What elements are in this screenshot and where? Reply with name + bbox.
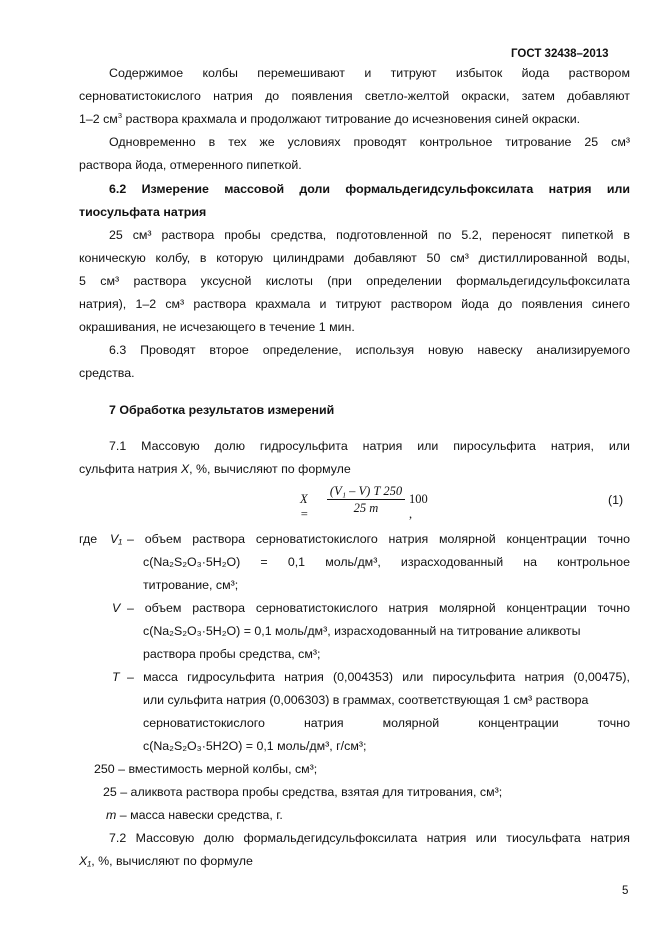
word: – — [127, 601, 134, 615]
word: перемешивают — [257, 66, 345, 80]
word: новую — [427, 343, 464, 357]
word: или — [417, 439, 439, 453]
paragraph-1-line-3 — [79, 111, 580, 127]
text-run: – масса навески средства, г. — [116, 808, 283, 822]
word: раствора — [192, 601, 246, 615]
word: (0,00475), — [573, 670, 630, 684]
variable-x1: X₁ — [79, 854, 92, 868]
word: 50 — [426, 251, 441, 265]
word: концентрации — [478, 716, 559, 730]
word: моль/дм³, — [325, 555, 381, 569]
word: по — [437, 228, 452, 242]
word: точно — [597, 532, 630, 546]
word: израсходованный — [400, 555, 504, 569]
word: натрия — [303, 716, 344, 730]
definition-t-line-4: c(Na₂S₂O₃·5H2O) = 0,1 моль/дм³, г/см³; — [143, 739, 367, 753]
word: Массовую — [135, 831, 195, 845]
word: добавляют — [567, 89, 630, 103]
word: серноватистокислого — [79, 89, 201, 103]
word: титруют — [335, 297, 382, 311]
paragraph-3-line-4 — [79, 296, 630, 312]
word: колбы — [202, 66, 238, 80]
definition-m — [106, 807, 283, 823]
word: натрия — [426, 831, 467, 845]
word: синего — [591, 297, 630, 311]
word: 7.1 — [109, 439, 127, 453]
word: контрольное — [557, 555, 630, 569]
paragraph-3-line-2 — [79, 250, 630, 266]
word: до — [498, 297, 513, 311]
word: 1–2 — [135, 297, 157, 311]
word: используя — [355, 343, 415, 357]
where-label: где — [79, 532, 98, 546]
word: молярной — [439, 601, 496, 615]
word: натрия — [213, 89, 253, 103]
word: избыток — [455, 66, 503, 80]
word: до — [265, 89, 280, 103]
word: раствором — [390, 297, 453, 311]
word: цилиндрами — [272, 251, 345, 265]
word: воды, — [597, 251, 630, 265]
word: раствора — [192, 532, 246, 546]
word: см³ — [100, 274, 120, 288]
word: тиосульфата — [506, 831, 581, 845]
word: йода — [461, 297, 489, 311]
word: точно — [597, 601, 630, 615]
paragraph-3-line-1 — [109, 227, 630, 243]
word: Массовую — [141, 439, 200, 453]
word: пипеткой — [561, 228, 614, 242]
word: (0,004353) — [333, 670, 393, 684]
paragraph-5-line-2 — [79, 461, 351, 477]
word: подготовленной — [336, 228, 428, 242]
paragraph-4-line-1 — [109, 342, 630, 358]
word: появления — [521, 297, 583, 311]
formula-fraction — [327, 483, 405, 516]
paragraph-6-line-1 — [109, 830, 630, 846]
word: проводят — [353, 135, 407, 149]
section-6-2-heading-line-1 — [109, 181, 630, 197]
word: или — [402, 670, 424, 684]
definition-250: 250 – вместимость мерной колбы, см³; — [94, 762, 318, 776]
word: 0,1 — [287, 555, 306, 569]
word: анализируемого — [536, 343, 630, 357]
word: натрия — [362, 439, 403, 453]
word: натрия, — [550, 439, 594, 453]
word: раствора — [193, 297, 247, 311]
symbol-v: V — [112, 601, 121, 615]
word: раствором — [568, 66, 630, 80]
word: 7.2 — [109, 831, 127, 845]
symbol-m: m — [106, 808, 117, 822]
word: пробы — [224, 228, 261, 242]
word: Проводят — [140, 343, 196, 357]
word: добавляют — [354, 251, 417, 265]
word: серноватистокислого — [255, 532, 378, 546]
word: определение, — [262, 343, 342, 357]
word: уксусной — [200, 274, 252, 288]
word: на — [523, 555, 538, 569]
word: натрия — [284, 670, 324, 684]
word: Измерение — [141, 182, 209, 196]
word: и — [319, 297, 327, 311]
word: (при — [327, 274, 352, 288]
paragraph-1-line-1 — [109, 65, 630, 81]
word: натрия — [548, 182, 592, 196]
word: гидросульфита — [187, 670, 275, 684]
superscript: 3 — [117, 111, 123, 120]
word: серноватистокислого — [143, 716, 265, 730]
word: средства, — [270, 228, 327, 242]
definition-t-line-2: или сульфита натрия (0,006303) в граммах, соответствующая 1 см³ раствора — [143, 693, 589, 707]
word: концентрации — [506, 601, 587, 615]
word: или — [608, 439, 630, 453]
definition-t-line-1 — [127, 669, 630, 685]
word: определении — [366, 274, 442, 288]
word: 25 — [584, 135, 599, 149]
word: которую — [216, 251, 264, 265]
section-6-2-heading-line-2: тиосульфата натрия — [79, 205, 207, 219]
document-code: ГОСТ 32438–2013 — [511, 48, 609, 60]
word: же — [259, 135, 275, 149]
paragraph-5-line-1 — [109, 438, 630, 454]
word: Содержимое — [109, 66, 184, 80]
definition-v-line-2: c(Na₂S₂O₃·5H₂O) = 0,1 моль/дм³, израсходованный на титрование аликвоты — [143, 624, 581, 638]
word: окраски, — [461, 89, 510, 103]
definition-t-line-3 — [143, 715, 630, 731]
word: доли — [299, 182, 331, 196]
word: формальдегидсульфоксилата — [345, 182, 534, 196]
word: в — [623, 228, 630, 242]
word: натрия — [524, 670, 565, 684]
definition-v-line-1 — [127, 600, 630, 616]
word: объем — [144, 532, 182, 546]
word: и — [364, 66, 372, 80]
section-7-heading: 7 Обработка результатов измерений — [109, 403, 335, 417]
word: пиросульфита — [432, 670, 516, 684]
definition-v1-line-2 — [143, 554, 630, 570]
definition-v1-line-3: титрование, см³; — [143, 578, 239, 592]
word: Одновременно — [109, 135, 196, 149]
word: натрия — [590, 831, 630, 845]
word: дистиллированной — [478, 251, 588, 265]
word: в — [199, 251, 207, 265]
word: точно — [597, 716, 630, 730]
word: появления — [291, 89, 353, 103]
variable-x: X — [180, 462, 190, 476]
word: условиях — [287, 135, 341, 149]
symbol-t: T — [112, 670, 120, 684]
word: тех — [228, 135, 247, 149]
formula-denominator: 25 m — [353, 501, 379, 515]
formula-numerator: (V₁ – V) T 250 — [327, 483, 405, 500]
word: переносят — [491, 228, 552, 242]
word: масса — [143, 670, 178, 684]
word: серноватистокислого — [255, 601, 378, 615]
page-number: 5 — [622, 885, 629, 897]
word: c(Na₂S₂O₃·5H₂O) — [143, 555, 241, 569]
word: натрия — [388, 601, 429, 615]
word: молярной — [439, 532, 496, 546]
word: долю — [203, 831, 235, 845]
definition-25: 25 – аликвота раствора пробы средства, взятая для титрования, см³; — [103, 785, 503, 799]
word: формальдегидсульфоксилата — [243, 831, 418, 845]
paragraph-1-line-2 — [79, 88, 630, 104]
paragraph-4-line-2: средства. — [79, 366, 135, 380]
word: 25 — [109, 228, 123, 242]
word: = — [260, 555, 268, 569]
word: светло-желтой — [364, 89, 450, 103]
paragraph-3-line-3 — [79, 273, 630, 289]
word: затем — [521, 89, 555, 103]
word: титрование — [505, 135, 572, 149]
word: коническую — [79, 251, 146, 265]
word: натрия), — [79, 297, 127, 311]
word: 5.2, — [461, 228, 483, 242]
word: пиросульфита — [453, 439, 536, 453]
symbol-v1: V₁ — [110, 532, 123, 546]
word: или — [475, 831, 497, 845]
word: гидросульфита — [259, 439, 348, 453]
word: концентрации — [506, 532, 587, 546]
word: см³ — [132, 228, 152, 242]
text-run: , %, вычисляют по формуле — [189, 462, 351, 476]
word: молярной — [382, 716, 440, 730]
word: – — [127, 670, 134, 684]
word: кислоты — [265, 274, 313, 288]
word: формальдегидсульфоксилата — [456, 274, 630, 288]
word: раствора — [161, 228, 215, 242]
formula-tail: 100 , — [409, 492, 428, 521]
word: навеску — [477, 343, 523, 357]
word: колбу, — [155, 251, 191, 265]
paragraph-6-line-2 — [79, 853, 253, 869]
word: натрия — [388, 532, 429, 546]
word: 5 — [79, 274, 86, 288]
word: раствора — [133, 274, 187, 288]
word: см³ — [611, 135, 630, 149]
text-run: сульфита натрия — [79, 462, 181, 476]
text-run: , %, вычисляют по формуле — [91, 854, 253, 868]
word: см³ — [450, 251, 469, 265]
word: долю — [214, 439, 245, 453]
formula-1-number: (1) — [608, 493, 624, 507]
definition-v-line-3: раствора пробы средства, см³; — [143, 647, 321, 661]
word: или — [606, 182, 630, 196]
word: контрольное — [419, 135, 493, 149]
word: 6.2 — [109, 182, 127, 196]
formula-lhs: X = — [300, 492, 309, 521]
definition-v1-line-1 — [127, 531, 630, 547]
word: 6.3 — [109, 343, 127, 357]
word: – — [127, 532, 134, 546]
word: объем — [144, 601, 182, 615]
word: массовой — [224, 182, 285, 196]
word: второе — [209, 343, 249, 357]
paragraph-2-line-2: раствора йода, отмеренного пипеткой. — [79, 158, 302, 172]
word: см³ — [165, 297, 185, 311]
word: титруют — [390, 66, 437, 80]
word: в — [208, 135, 216, 149]
word: крахмала — [255, 297, 311, 311]
paragraph-2-line-1 — [109, 134, 630, 150]
text-run: 1–2 см — [79, 112, 118, 126]
word: йода — [521, 66, 550, 80]
paragraph-3-line-5: окрашивания, не исчезающего в течение 1 мин. — [79, 320, 355, 334]
text-run: раствора крахмала и продолжают титрование до исчезновения синей окраски. — [122, 112, 581, 126]
